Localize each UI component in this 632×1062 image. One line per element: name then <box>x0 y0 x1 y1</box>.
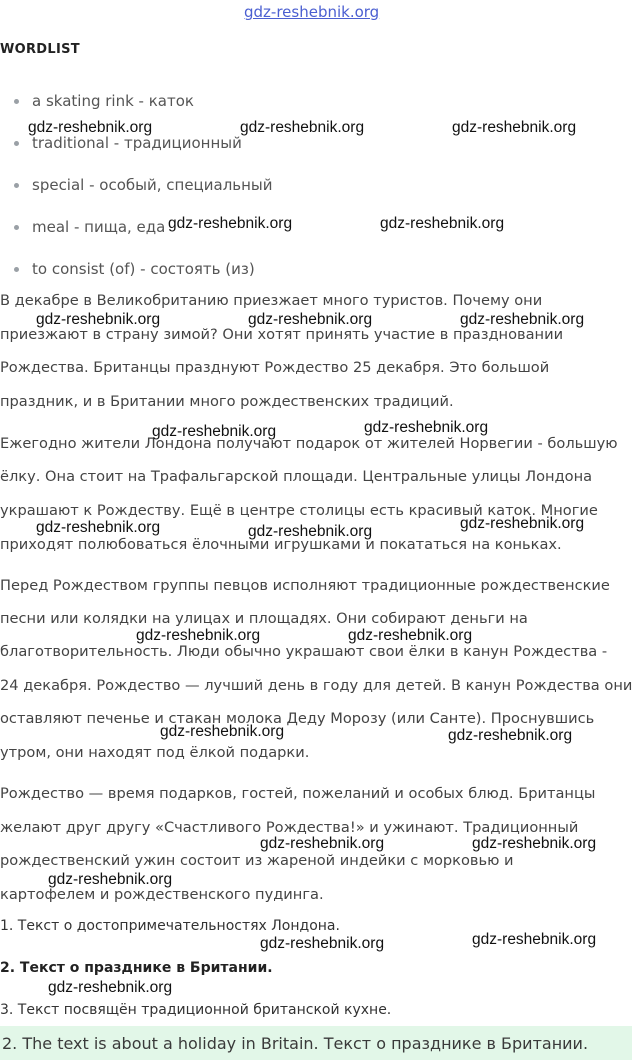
wordlist-item-text: special - особый, специальный <box>32 176 273 194</box>
watermark: gdz-reshebnik.org <box>36 519 161 536</box>
bullet-dot-icon <box>14 267 19 272</box>
text-line: Ежегодно жители Лондона получают подарок от жителей Норвегии - большую <box>0 435 618 452</box>
watermark: gdz-reshebnik.org <box>248 523 373 540</box>
watermark: gdz-reshebnik.org <box>28 119 153 136</box>
watermark: gdz-reshebnik.org <box>48 979 173 996</box>
watermark: gdz-reshebnik.org <box>448 727 573 744</box>
wordlist-item <box>14 92 194 110</box>
text-line: Перед Рождеством группы певцов исполняют традиционные рождественские <box>0 577 610 594</box>
watermark: gdz-reshebnik.org <box>152 423 277 440</box>
option-3: 3. Текст посвящён традиционной британской кухне. <box>0 1002 392 1018</box>
text-line: Рождество — время подарков, гостей, пожеланий и особых блюд. Британцы <box>0 785 596 802</box>
watermark: gdz-reshebnik.org <box>160 723 285 740</box>
bullet-dot-icon <box>14 183 19 188</box>
text-line: приходят полюбоваться ёлочными игрушками и покататься на коньках. <box>0 536 562 553</box>
answer-text: 2. The text is about a holiday in Britain. Текст о празднике в Британии. <box>2 1034 589 1053</box>
watermark: gdz-reshebnik.org <box>452 119 577 136</box>
text-line: картофелем и рождественского пудинга. <box>0 886 324 903</box>
text-line: желают друг другу «Счастливого Рождества!» и ужинают. Традиционный <box>0 819 579 836</box>
option-2-correct: 2. Текст о празднике в Британии. <box>0 960 273 976</box>
bullet-dot-icon <box>14 99 19 104</box>
watermark: gdz-reshebnik.org <box>348 627 473 644</box>
wordlist-item-text: to consist (of) - состоять (из) <box>32 260 255 278</box>
text-line: приезжают в страну зимой? Они хотят принять участие в праздновании <box>0 326 564 343</box>
watermark: gdz-reshebnik.org <box>460 311 585 328</box>
watermark: gdz-reshebnik.org <box>48 871 173 888</box>
text-line: рождественский ужин состоит из жареной индейки с морковью и <box>0 852 514 869</box>
watermark: gdz-reshebnik.org <box>472 835 597 852</box>
bullet-dot-icon <box>14 225 19 230</box>
answer-box <box>0 1026 632 1060</box>
text-line: ёлку. Она стоит на Трафальгарской площади. Центральные улицы Лондона <box>0 468 593 485</box>
watermark: gdz-reshebnik.org <box>472 931 597 948</box>
watermark: gdz-reshebnik.org <box>380 215 505 232</box>
wordlist-item <box>14 218 165 236</box>
text-line: Рождества. Британцы празднуют Рождество 25 декабря. Это большой <box>0 359 550 376</box>
option-1: 1. Текст о достопримечательностях Лондона. <box>0 918 340 934</box>
wordlist-item-text: meal - пища, еда <box>32 218 166 236</box>
watermark: gdz-reshebnik.org <box>36 311 161 328</box>
wordlist-item-text: traditional - традиционный <box>32 134 242 152</box>
watermark: gdz-reshebnik.org <box>240 119 365 136</box>
site-link[interactable]: gdz-reshebnik.org <box>244 3 380 21</box>
wordlist-heading: WORDLIST <box>0 42 80 57</box>
text-line: украшают к Рождеству. Ещё в центре столицы есть красивый каток. Многие <box>0 502 598 519</box>
watermark: gdz-reshebnik.org <box>260 835 385 852</box>
watermark: gdz-reshebnik.org <box>460 515 585 532</box>
watermark: gdz-reshebnik.org <box>260 935 385 952</box>
text-line: В декабре в Великобританию приезжает много туристов. Почему они <box>0 292 543 309</box>
watermark: gdz-reshebnik.org <box>364 419 489 436</box>
watermark: gdz-reshebnik.org <box>136 627 261 644</box>
text-line: 24 декабря. Рождество — лучший день в году для детей. В канун Рождества они <box>0 677 632 694</box>
wordlist-item-text: a skating rink - каток <box>32 92 194 110</box>
watermark: gdz-reshebnik.org <box>168 215 293 232</box>
bullet-dot-icon <box>14 141 19 146</box>
text-line: песни или колядки на улицах и площадях. Они собирают деньги на <box>0 610 528 627</box>
text-line: утром, они находят под ёлкой подарки. <box>0 744 310 761</box>
text-line: праздник, и в Британии много рождественских традиций. <box>0 393 454 410</box>
text-line: благотворительность. Люди обычно украшают свои ёлки в канун Рождества - <box>0 643 608 660</box>
text-line: оставляют печенье и стакан молока Деду Морозу (или Санте). Проснувшись <box>0 710 595 727</box>
wordlist-item <box>14 260 255 278</box>
wordlist-item <box>14 176 273 194</box>
watermark: gdz-reshebnik.org <box>248 311 373 328</box>
